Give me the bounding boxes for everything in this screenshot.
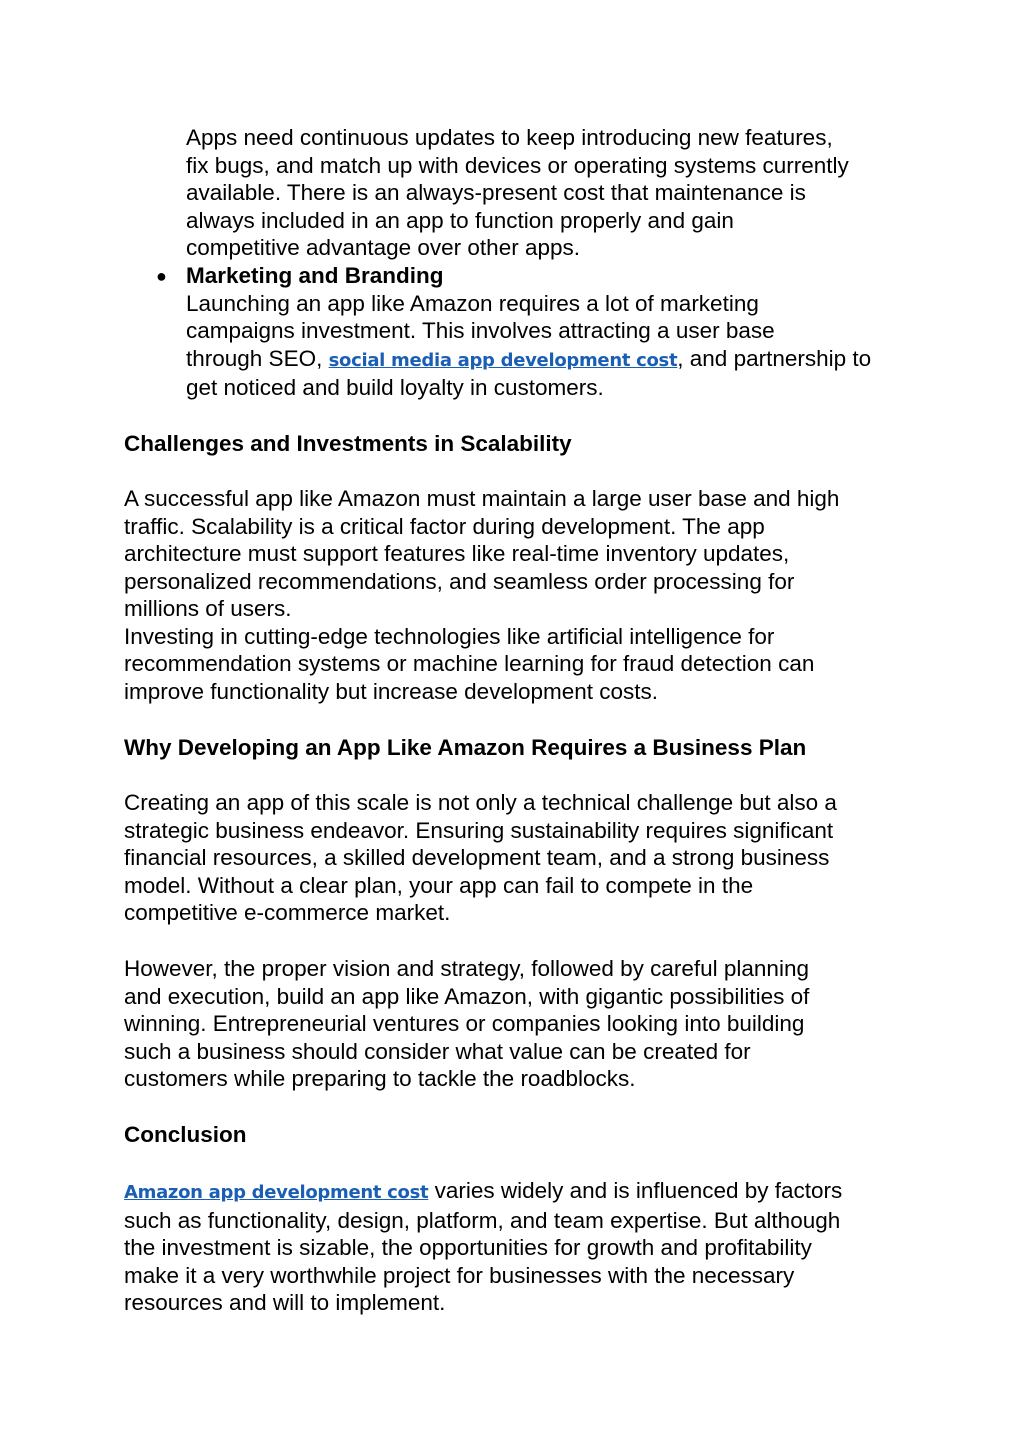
text-line: make it a very worthwhile project for businesses with the necessary [124, 1262, 795, 1288]
text-line: recommendation systems or machine learning for fraud detection can [124, 651, 815, 676]
text-fragment: varies widely and is influenced by factors [428, 1178, 843, 1203]
business-paragraph-2 [124, 955, 809, 1093]
scalability-heading: Challenges and Investments in Scalability [124, 431, 572, 456]
text-line-with-link [186, 345, 871, 375]
social-media-cost-link[interactable]: social media app development cost [328, 349, 678, 371]
text-line: winning. Entrepreneurial ventures or companies looking into building [124, 1011, 805, 1036]
text-line: fix bugs, and match up with devices or operating systems currently [186, 152, 849, 178]
text-line: such as functionality, design, platform, and team expertise. But although [124, 1207, 841, 1233]
text-line: traffic. Scalability is a critical factor during development. The app [124, 513, 765, 539]
text-line: architecture must support features like real-time inventory updates, [124, 541, 790, 566]
text-line: model. Without a clear plan, your app can fail to compete in the [124, 872, 754, 898]
text-line: Creating an app of this scale is not only a technical challenge but also a [124, 790, 837, 815]
business-plan-heading: Why Developing an App Like Amazon Requires a Business Plan [124, 735, 807, 760]
text-line: get noticed and build loyalty in customers. [186, 375, 604, 400]
text-line: and execution, build an app like Amazon, with gigantic possibilities of [124, 983, 810, 1009]
text-line: resources and will to implement. [124, 1290, 446, 1315]
scalability-paragraph [124, 485, 839, 705]
text-line: the investment is sizable, the opportunities for growth and profitability [124, 1235, 812, 1260]
text-line: improve functionality but increase development costs. [124, 678, 659, 704]
maintenance-paragraph [186, 124, 849, 262]
text-line: Apps need continuous updates to keep introducing new features, [186, 125, 833, 150]
text-line: financial resources, a skilled development team, and a strong business [124, 845, 830, 870]
text-line-with-link [124, 1177, 842, 1207]
text-line: such a business should consider what value can be created for [124, 1038, 751, 1064]
text-line: Investing in cutting-edge technologies like artificial intelligence for [124, 623, 775, 649]
conclusion-paragraph [124, 1177, 842, 1317]
amazon-cost-link[interactable]: Amazon app development cost [124, 1182, 429, 1203]
text-line: campaigns investment. This involves attracting a user base [186, 318, 775, 343]
text-line: customers while preparing to tackle the roadblocks. [124, 1066, 636, 1091]
text-line: competitive advantage over other apps. [186, 235, 580, 260]
text-fragment: , and partnership to [677, 345, 872, 371]
text-line: millions of users. [124, 596, 292, 621]
conclusion-heading: Conclusion [124, 1122, 247, 1147]
text-line: competitive e-commerce market. [124, 900, 451, 925]
text-line: always included in an app to function properly and gain [186, 207, 734, 233]
bullet-icon: ● [156, 266, 167, 286]
text-line: personalized recommendations, and seamless order processing for [124, 568, 795, 594]
text-line: However, the proper vision and strategy, followed by careful planning [124, 956, 809, 981]
text-line: Launching an app like Amazon requires a lot of marketing [186, 290, 759, 316]
bullet-title: Marketing and Branding [186, 263, 444, 288]
marketing-bullet [186, 262, 871, 402]
text-line: available. There is an always-present cost that maintenance is [186, 180, 806, 205]
business-paragraph-1 [124, 789, 837, 927]
text-fragment: through SEO, [186, 345, 329, 371]
text-line: A successful app like Amazon must maintain a large user base and high [124, 486, 840, 511]
text-line: strategic business endeavor. Ensuring sustainability requires significant [124, 817, 834, 843]
